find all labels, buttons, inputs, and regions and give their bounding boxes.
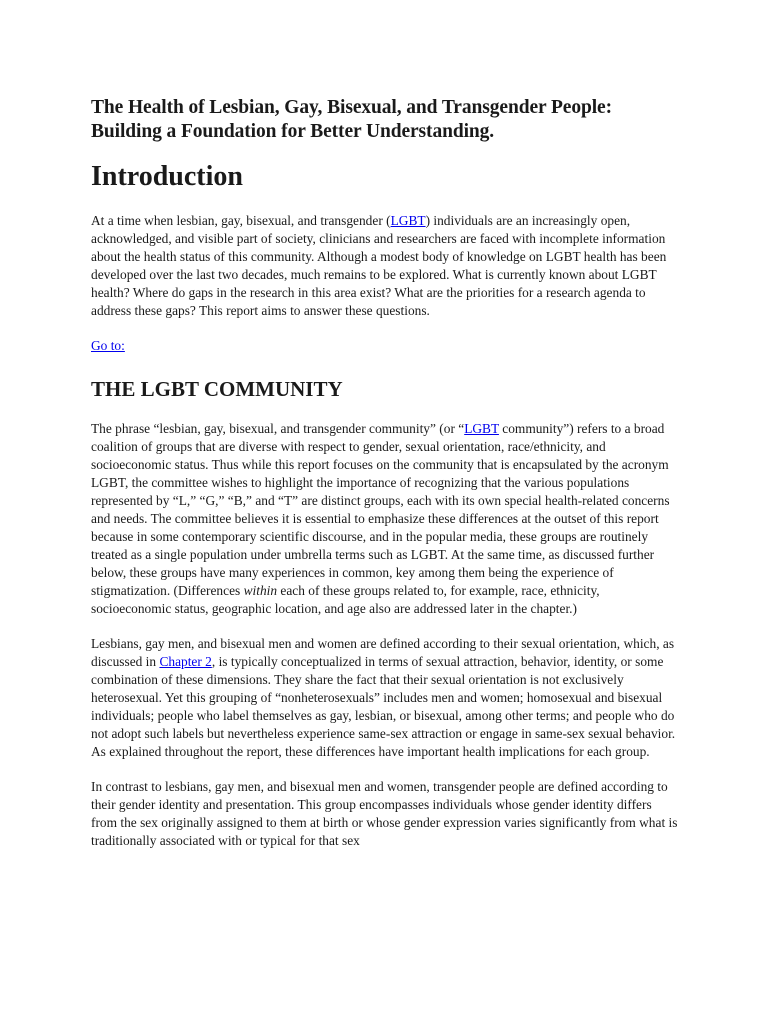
- text-run: each of these groups related to, for example, race, ethnicity, socioeconomic status, geographic location, and age also are addressed later in the chapter.): [91, 583, 600, 616]
- document-page: [91, 96, 681, 867]
- text-run: The phrase “lesbian, gay, bisexual, and transgender community” (or “: [91, 421, 465, 436]
- text-run: community”) refers to a broad coalition of groups that are diverse with respect to gender, sexual orientation, race/ethnicity, and socioeconomic status. Thus while this report focuses on the community that is encapsulated by the acronym LGBT, the committee wishes to highlight the importance of recognizing that the various populations represented by “L,” “G,” “B,” and “T” are distinct groups, each with its own special health-related concerns and needs. The committee believes it is essential to emphasize these differences at the outset of this report because in some contemporary scientific discourse, and in the popular media, these groups are routinely treated as a single population under umbrella terms such as LGBT. At the same time, as discussed further below, these groups have many experiences in common, key among them being the experience of stigmatization. (Differences: [91, 421, 670, 598]
- introduction-heading: Introduction: [91, 161, 243, 192]
- text-run: , is typically conceptualized in terms of sexual attraction, behavior, identity, or some combination of these dimensions. They share the fact that their sexual orientation is not exclusively heterosexual. Yet this grouping of “nonheterosexuals” includes men and women; homosexual and bisexual individuals; people who label themselves as gay, lesbian, or bisexual, among other terms; and people who do not adopt such labels but nevertheless experience same-sex attraction or engage in same-sex sexual behavior. As explained throughout the report, these differences have important health implications for each group.: [91, 654, 676, 759]
- text-run: Lesbians, gay men, and bisexual men and women are defined according to their sexual orientation, which, as discussed in: [91, 636, 675, 669]
- lgbt-community-link[interactable]: LGBT: [464, 421, 499, 436]
- goto-container: [91, 337, 681, 355]
- community-heading: THE LGBT COMMUNITY: [91, 377, 343, 401]
- document-title: The Health of Lesbian, Gay, Bisexual, and Transgender People: Building a Foundation for Better Understanding.: [91, 97, 613, 142]
- community-paragraph-3: In contrast to lesbians, gay men, and bisexual men and women, transgender people are defined according to their gender identity and presentation. This group encompasses individuals whose gender identity differs from the sex originally assigned to them at birth or whose gender expression varies significantly from what is traditionally associated with or typical for that sex: [91, 779, 678, 848]
- community-paragraph-1: [91, 420, 681, 618]
- introduction-paragraph: [91, 212, 681, 320]
- chapter-2-link[interactable]: Chapter 2: [159, 654, 212, 669]
- emphasis-within: within: [243, 583, 278, 598]
- community-paragraph-2: [91, 635, 681, 761]
- text-run: At a time when lesbian, gay, bisexual, and transgender (: [91, 213, 391, 228]
- goto-link[interactable]: Go to:: [91, 338, 125, 353]
- text-run: ) individuals are an increasingly open, acknowledged, and visible part of society, clinicians and researchers are faced with incomplete information about the health status of this community. Although a modest body of knowledge on LGBT health has been developed over the last two decades, much remains to be explored. What is currently known about LGBT health? Where do gaps in the research in this area exist? What are the priorities for a research agenda to address these gaps? This report aims to answer these questions.: [91, 213, 667, 318]
- lgbt-link[interactable]: LGBT: [390, 213, 426, 228]
